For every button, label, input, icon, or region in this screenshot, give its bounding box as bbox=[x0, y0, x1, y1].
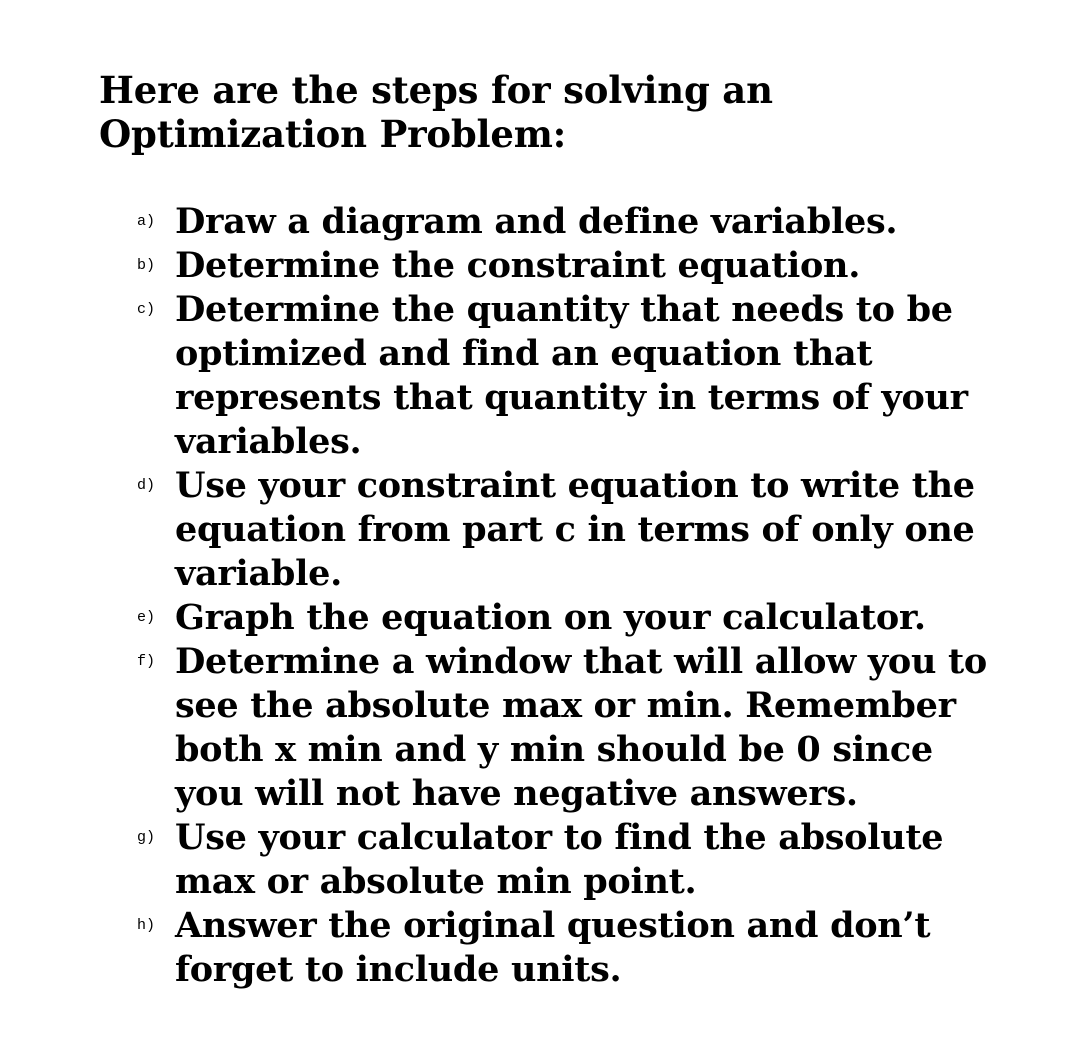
step-marker: b) bbox=[137, 257, 156, 274]
step-text: Use your calculator to find the absolute max or absolute min point. bbox=[175, 817, 944, 902]
step-marker: g) bbox=[137, 829, 156, 846]
step-text: Determine the constraint equation. bbox=[175, 245, 861, 286]
step-item-c bbox=[99, 288, 1039, 464]
step-text: Answer the original question and don’t forget to include units. bbox=[175, 905, 931, 990]
step-text: Determine a window that will allow you to see the absolute max or min. Remember both x min and y min should be 0 since you will not have negative answers. bbox=[175, 641, 987, 814]
document bbox=[99, 68, 1039, 990]
step-item-d bbox=[99, 464, 1039, 596]
step-marker: e) bbox=[137, 609, 156, 626]
step-text: Draw a diagram and define variables. bbox=[175, 201, 898, 242]
step-marker: d) bbox=[137, 477, 156, 494]
steps-list bbox=[99, 200, 1039, 992]
step-item-f bbox=[99, 640, 1039, 816]
step-item-h bbox=[99, 904, 1039, 992]
step-text: Determine the quantity that needs to be optimized and find an equation that represents that quantity in terms of your variables. bbox=[175, 289, 968, 462]
document-title: Here are the steps for solving an Optimization Problem: bbox=[99, 68, 773, 156]
step-item-a bbox=[99, 200, 1039, 244]
step-text: Use your constraint equation to write the equation from part c in terms of only one variable. bbox=[175, 465, 975, 594]
step-item-e bbox=[99, 596, 1039, 640]
step-marker: a) bbox=[137, 213, 156, 230]
step-item-g bbox=[99, 816, 1039, 904]
step-text: Graph the equation on your calculator. bbox=[175, 597, 926, 638]
step-item-b bbox=[99, 244, 1039, 288]
step-marker: f) bbox=[137, 653, 156, 670]
step-marker: h) bbox=[137, 917, 156, 934]
step-marker: c) bbox=[137, 301, 156, 318]
